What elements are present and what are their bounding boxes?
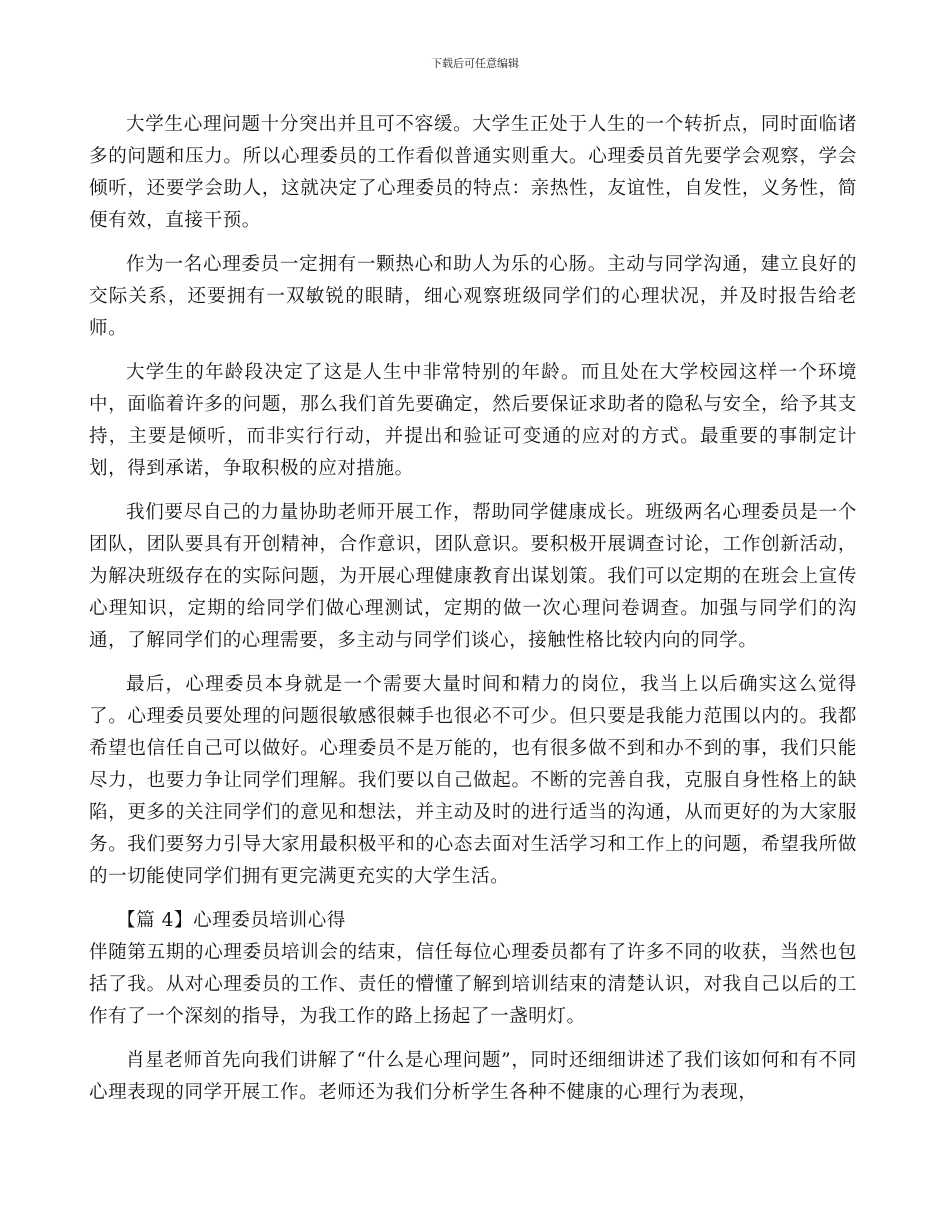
paragraph-4: 我们要尽自己的力量协助老师开展工作，帮助同学健康成长。班级两名心理委员是一个团队，团队要具有开创精神，合作意识，团队意识。要积极开展调查讨论，工作创新活动，为解决班级存在的实际问题，为开展心理健康教育出谋划策。我们可以定期的在班会上宣传心理知识，定期的给同学们做心理测试，定期的做一次心理问卷调查。加强与同学们的沟通，了解同学们的心理需要，多主动与同学们谈心，接触性格比较内向的同学。 xyxy=(89,502,857,651)
section-heading: 【篇 4】心理委员培训心得 xyxy=(117,910,346,931)
document-body xyxy=(89,109,857,1121)
section-paragraph-1: 伴随第五期的心理委员培训会的结束，信任每位心理委员都有了许多不同的收获，当然也包括了我。从对心理委员的工作、责任的懵懂了解到培训结束的清楚认识，对我自己以后的工作有了一个深刻的指导，为我工作的路上扬起了一盏明灯。 xyxy=(89,942,857,1027)
paragraph-3: 大学生的年龄段决定了这是人生中非常特别的年龄。而且处在大学校园这样一个环境中，面临着许多的问题，那么我们首先要确定，然后要保证求助者的隐私与安全，给予其支持，主要是倾听，而非实行行动，并提出和验证可变通的应对的方式。最重要的事制定计划，得到承诺，争取积极的应对措施。 xyxy=(89,362,857,479)
paragraph-1: 大学生心理问题十分突出并且可不容缓。大学生正处于人生的一个转折点，同时面临诸多的问题和压力。所以心理委员的工作看似普通实则重大。心理委员首先要学会观察，学会倾听，还要学会助人，这就决定了心理委员的特点：亲热性，友谊性，自发性，义务性，简便有效，直接干预。 xyxy=(89,114,857,231)
paragraph-2: 作为一名心理委员一定拥有一颗热心和助人为乐的心肠。主动与同学沟通，建立良好的交际关系，还要拥有一双敏锐的眼睛，细心观察班级同学们的心理状况，并及时报告给老师。 xyxy=(89,254,857,339)
page-header-note: 下载后可任意编辑 xyxy=(431,57,519,70)
section-paragraph-2: 肖星老师首先向我们讲解了“什么是心理问题”，同时还细细讲述了我们该如何和有不同心理表现的同学开展工作。老师还为我们分析学生各种不健康的心理行为表现， xyxy=(89,1050,857,1103)
paragraph-5: 最后，心理委员本身就是一个需要大量时间和精力的岗位，我当上以后确实这么觉得了。心理委员要处理的问题很敏感很棘手也很必不可少。但只要是我能力范围以内的。我都希望也信任自己可以做好。心理委员不是万能的，也有很多做不到和办不到的事，我们只能尽力，也要力争让同学们理解。我们要以自己做起。不断的完善自我，克服自身性格上的缺陷，更多的关注同学们的意见和想法，并主动及时的进行适当的沟通，从而更好的为大家服务。我们要努力引导大家用最积极平和的心态去面对生活学习和工作上的问题，希望我所做的一切能使同学们拥有更完满更充实的大学生活。 xyxy=(89,674,857,887)
